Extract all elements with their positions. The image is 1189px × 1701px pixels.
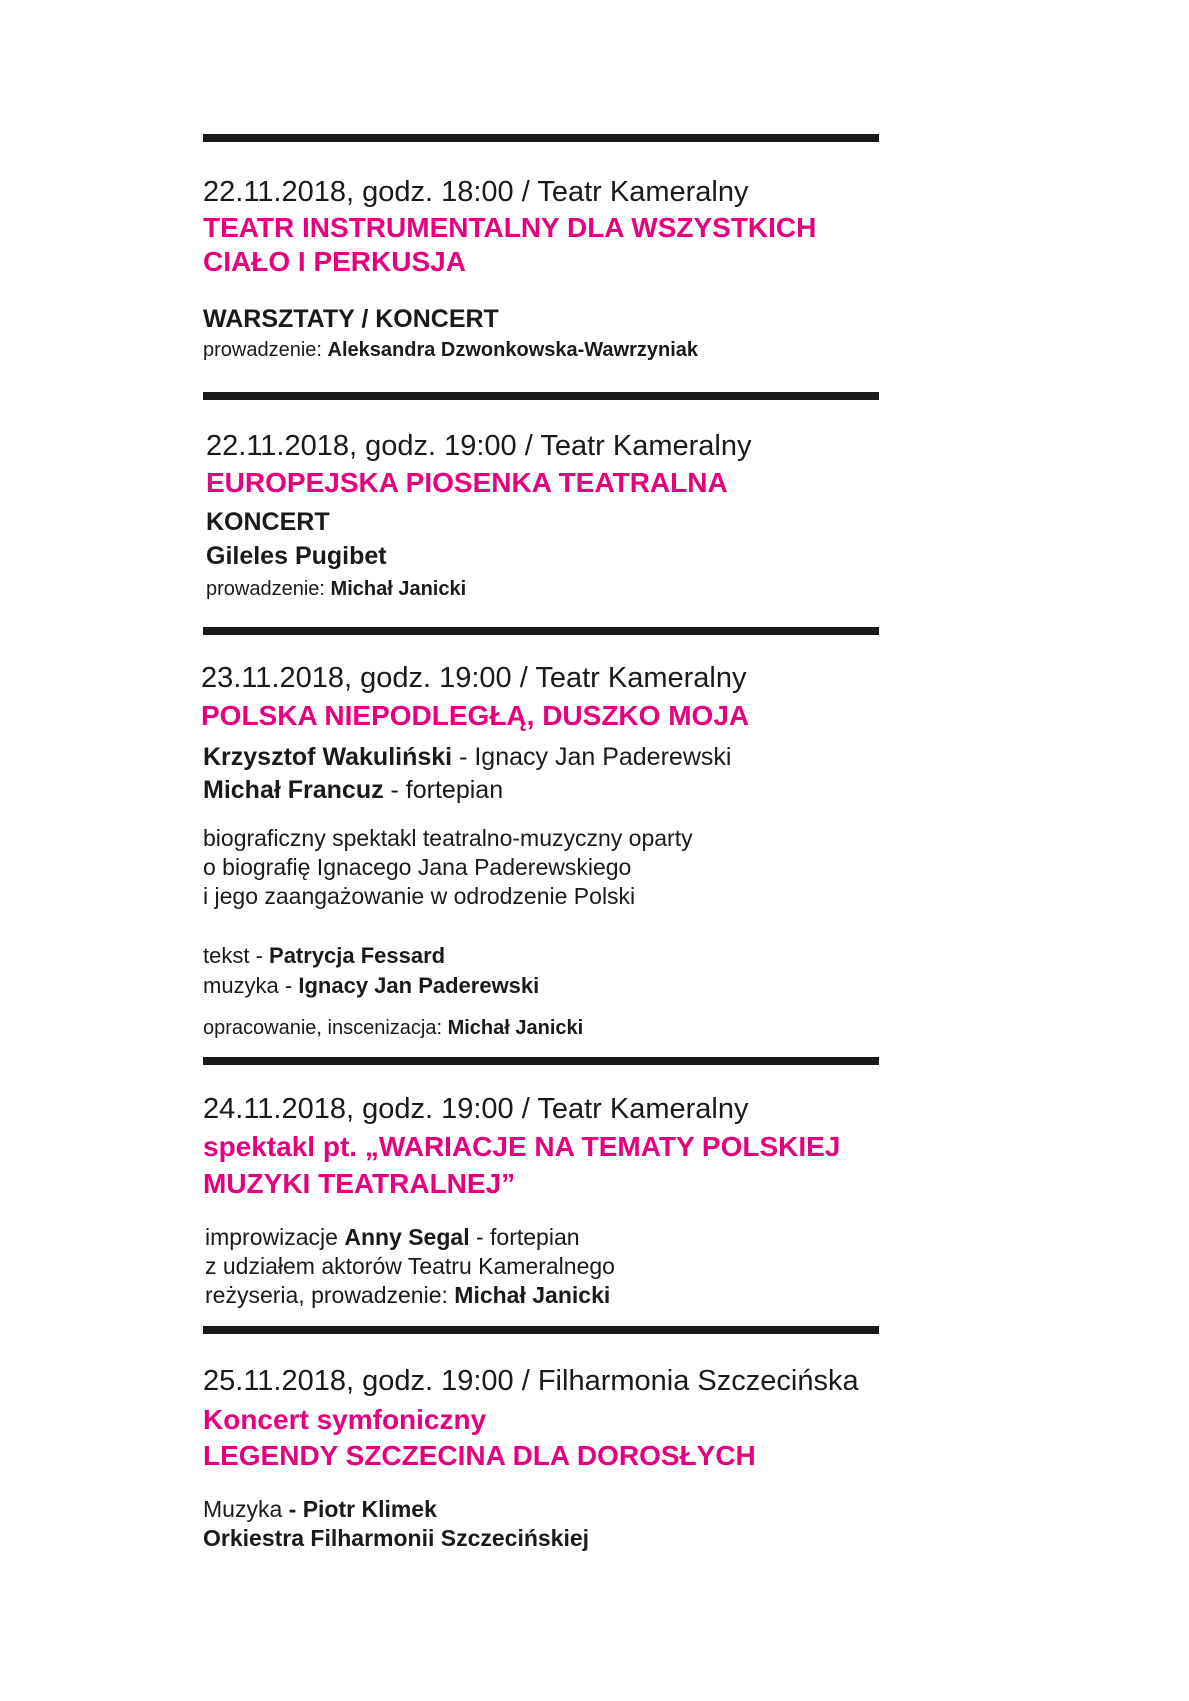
host-name: Aleksandra Dzwonkowska-Wawrzyniak xyxy=(327,339,699,361)
director-line xyxy=(205,1282,610,1309)
event-title: CIAŁO I PERKUSJA xyxy=(203,246,466,277)
cast-member xyxy=(203,776,503,805)
event-title: EUROPEJSKA PIOSENKA TEATRALNA xyxy=(206,467,728,498)
host-name: Michał Janicki xyxy=(330,578,467,600)
event-description: o biografię Ignacego Jana Paderewskiego xyxy=(203,854,632,880)
director-name: Michał Janicki xyxy=(454,1282,611,1308)
credit-line xyxy=(203,973,539,999)
with-actors-line: z udziałem aktorów Teatru Kameralnego xyxy=(205,1253,615,1279)
event-host xyxy=(203,339,698,362)
event-title: TEATR INSTRUMENTALNY DLA WSZYSTKICH xyxy=(203,212,817,243)
divider-rule xyxy=(203,392,879,400)
event-performer: Gileles Pugibet xyxy=(206,542,387,570)
host-label: prowadzenie: xyxy=(206,578,331,600)
event-title: MUZYKI TEATRALNEJ” xyxy=(203,1168,516,1199)
event-date-line: 22.11.2018, godz. 19:00 / Teatr Kameralny xyxy=(206,430,752,462)
event-date-line: 24.11.2018, godz. 19:00 / Teatr Kameralny xyxy=(203,1093,749,1125)
director-label: reżyseria, prowadzenie: xyxy=(205,1282,455,1308)
credit-name: Patrycja Fessard xyxy=(269,943,446,968)
staging-name: Michał Janicki xyxy=(447,1017,584,1039)
event-date-line: 23.11.2018, godz. 19:00 / Teatr Kameralny xyxy=(201,662,747,694)
divider-rule xyxy=(203,134,879,142)
credit-name: Ignacy Jan Paderewski xyxy=(298,973,540,998)
music-line xyxy=(203,1496,437,1523)
event-description: biograficzny spektakl teatralno-muzyczny oparty xyxy=(203,825,693,851)
music-name: - Piotr Klimek xyxy=(288,1496,437,1522)
event-host xyxy=(206,578,466,601)
event-title: spektakl pt. „WARIACJE NA TEMATY POLSKIEJ xyxy=(203,1131,841,1162)
cast-name: Krzysztof Wakuliński xyxy=(203,743,453,771)
cast-role: - Ignacy Jan Paderewski xyxy=(452,743,732,771)
event-title: POLSKA NIEPODLEGŁĄ, DUSZKO MOJA xyxy=(201,700,750,731)
staging-line xyxy=(203,1017,583,1040)
cast-name: Michał Francuz xyxy=(203,776,384,804)
event-date-line: 25.11.2018, godz. 19:00 / Filharmonia Szczecińska xyxy=(203,1365,859,1397)
credit-label: muzyka - xyxy=(203,973,299,998)
impro-name: Anny Segal xyxy=(344,1224,470,1250)
host-label: prowadzenie: xyxy=(203,339,328,361)
event-title: Koncert symfoniczny xyxy=(203,1404,487,1435)
event-title: LEGENDY SZCZECINA DLA DOROSŁYCH xyxy=(203,1440,756,1471)
credit-label: tekst - xyxy=(203,943,270,968)
impro-prefix: improwizacje xyxy=(205,1224,345,1250)
music-label: Muzyka xyxy=(203,1496,289,1522)
impro-line xyxy=(205,1224,580,1251)
divider-rule xyxy=(203,627,879,635)
orchestra-line: Orkiestra Filharmonii Szczecińskiej xyxy=(203,1525,590,1551)
event-type: WARSZTATY / KONCERT xyxy=(203,305,499,333)
divider-rule xyxy=(203,1326,879,1334)
divider-rule xyxy=(203,1057,879,1065)
staging-label: opracowanie, inscenizacja: xyxy=(203,1017,448,1039)
event-description: i jego zaangażowanie w odrodzenie Polski xyxy=(203,883,636,909)
event-type: KONCERT xyxy=(206,508,330,536)
event-date-line: 22.11.2018, godz. 18:00 / Teatr Kameralny xyxy=(203,176,749,208)
cast-member xyxy=(203,743,731,772)
cast-role: - fortepian xyxy=(383,776,504,804)
impro-suffix: - fortepian xyxy=(469,1224,580,1250)
credit-line xyxy=(203,943,445,969)
